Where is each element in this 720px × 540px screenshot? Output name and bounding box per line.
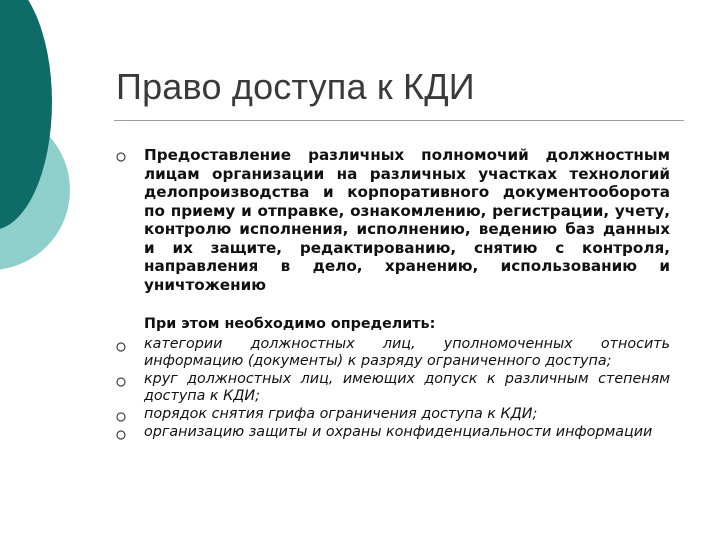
- bullet-ring-icon: [114, 340, 128, 354]
- bullet-ring-icon: [114, 410, 128, 424]
- list-item: круг должностных лиц, имеющих допуск к различным степеням доступа к КДИ;: [144, 371, 670, 404]
- slide-title: Право доступа к КДИ: [116, 66, 475, 107]
- main-paragraph: Предоставление различных полномочий должностным лицам организации на различных участках технологий делопроизводства и корпоративного документооборота по приему и отправке, ознакомлению, регистрации, учету, контролю исполнения, исполнению, ведению баз данных и их защите, редактированию, снятию с контроля, направления в дело, хранению, использованию и уничтожению: [144, 146, 670, 294]
- list-item: организацию защиты и охраны конфиденциальности информации: [144, 424, 653, 440]
- list-intro: При этом необходимо определить:: [144, 316, 436, 332]
- list-item: порядок снятия грифа ограничения доступа к КДИ;: [144, 406, 538, 422]
- bullet-ring-icon: [114, 428, 128, 442]
- bullet-ring-icon: [114, 150, 128, 164]
- list-item: категории должностных лиц, уполномоченных относить информацию (документы) к разряду ограниченного доступа;: [144, 336, 670, 369]
- decorative-circles: [0, 0, 120, 300]
- bullet-ring-icon: [114, 375, 128, 389]
- title-divider: [114, 120, 684, 121]
